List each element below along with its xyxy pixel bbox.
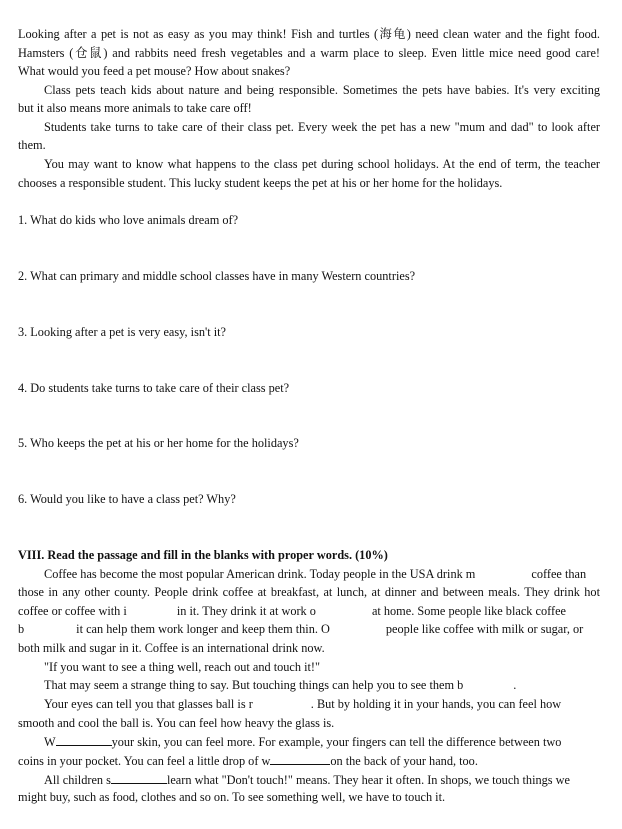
- cloze-text: W: [44, 735, 56, 749]
- cloze-text: coins in your pocket. You can feel a little drop of w: [18, 754, 271, 768]
- cloze-text: .: [513, 678, 517, 692]
- passage-line: Class pets teach kids about nature and being responsible. Sometimes the pets have babies. It's very exciting: [44, 83, 600, 97]
- cloze-text: your skin, you can feel more. For example, your fingers can tell the difference between two: [111, 735, 562, 749]
- cloze-line: smooth and cool the ball is. You can feel how heavy the glass is.: [18, 716, 335, 730]
- cloze-text: b: [18, 622, 25, 636]
- cloze-line: those in any other county. People drink coffee at breakfast, at lunch, at dinner and between meals. They drink hot: [18, 585, 600, 599]
- cloze-text: learn what "Don't touch!" means. They hear it often. In shops, we touch things we: [166, 773, 570, 787]
- passage-line: Hamsters (仓鼠) and rabbits need fresh vegetables and a warm place to sleep. Even little mice need good care!: [18, 46, 600, 60]
- blank-10[interactable]: [111, 772, 167, 784]
- cloze-text: people like coffee with milk or sugar, or: [385, 622, 584, 636]
- passage-line: Looking after a pet is not as easy as you may think! Fish and turtles (海龟) need clean water and the fight food.: [18, 27, 600, 41]
- passage-line: Students take turns to take care of their class pet. Every week the pet has a new "mum and dad" to look after: [44, 120, 600, 134]
- cloze-text: All children s: [44, 773, 111, 787]
- passage-line: chooses a responsible student. This lucky student keeps the pet at his or her home for the holidays.: [18, 176, 503, 190]
- cloze-text: Coffee has become the most popular American drink. Today people in the USA drink m: [44, 567, 476, 581]
- cloze-text: . But by holding it in your hands, you can feel how: [310, 697, 562, 711]
- cloze-line: [44, 678, 600, 693]
- cloze-line: [44, 567, 600, 582]
- blank-8[interactable]: [56, 734, 112, 746]
- question-1: 1. What do kids who love animals dream of?: [18, 213, 239, 227]
- cloze-line: might buy, such as food, clothes and so on. To see something well, we have to touch it.: [18, 790, 446, 804]
- cloze-line: [44, 772, 600, 788]
- cloze-line: [44, 734, 600, 750]
- passage-line: What would you feed a pet mouse? How about snakes?: [18, 64, 291, 78]
- cloze-text: That may seem a strange thing to say. But touching things can help you to see them b: [44, 678, 464, 692]
- cloze-text: at home. Some people like black coffee: [371, 604, 566, 618]
- cloze-text: on the back of your hand, too.: [330, 754, 478, 768]
- cloze-text: coffee than: [531, 567, 587, 581]
- cloze-text: Your eyes can tell you that glasses ball is r: [44, 697, 253, 711]
- section-heading: VIII. Read the passage and fill in the blanks with proper words. (10%): [18, 548, 388, 562]
- cloze-text: in it. They drink it at work o: [176, 604, 316, 618]
- cloze-line: [18, 622, 600, 637]
- question-2: 2. What can primary and middle school classes have in many Western countries?: [18, 269, 416, 283]
- cloze-line: [44, 697, 600, 712]
- question-5: 5. Who keeps the pet at his or her home for the holidays?: [18, 436, 299, 450]
- question-4: 4. Do students take turns to take care of their class pet?: [18, 381, 290, 395]
- cloze-line: both milk and sugar in it. Coffee is an international drink now.: [18, 641, 325, 655]
- passage-line: but it also means more animals to take care off!: [18, 101, 252, 115]
- cloze-text: it can help them work longer and keep them thin. O: [76, 622, 330, 636]
- passage-line: You may want to know what happens to the class pet during school holidays. At the end of term, the teacher: [44, 157, 600, 171]
- cloze-text: coffee or coffee with i: [18, 604, 127, 618]
- question-6: 6. Would you like to have a class pet? Why?: [18, 492, 236, 506]
- passage-line: them.: [18, 138, 46, 152]
- cloze-line: "If you want to see a thing well, reach out and touch it!": [44, 660, 321, 674]
- cloze-line: [18, 753, 600, 769]
- question-3: 3. Looking after a pet is very easy, isn't it?: [18, 325, 227, 339]
- cloze-line: [18, 604, 600, 619]
- blank-9[interactable]: [270, 753, 330, 765]
